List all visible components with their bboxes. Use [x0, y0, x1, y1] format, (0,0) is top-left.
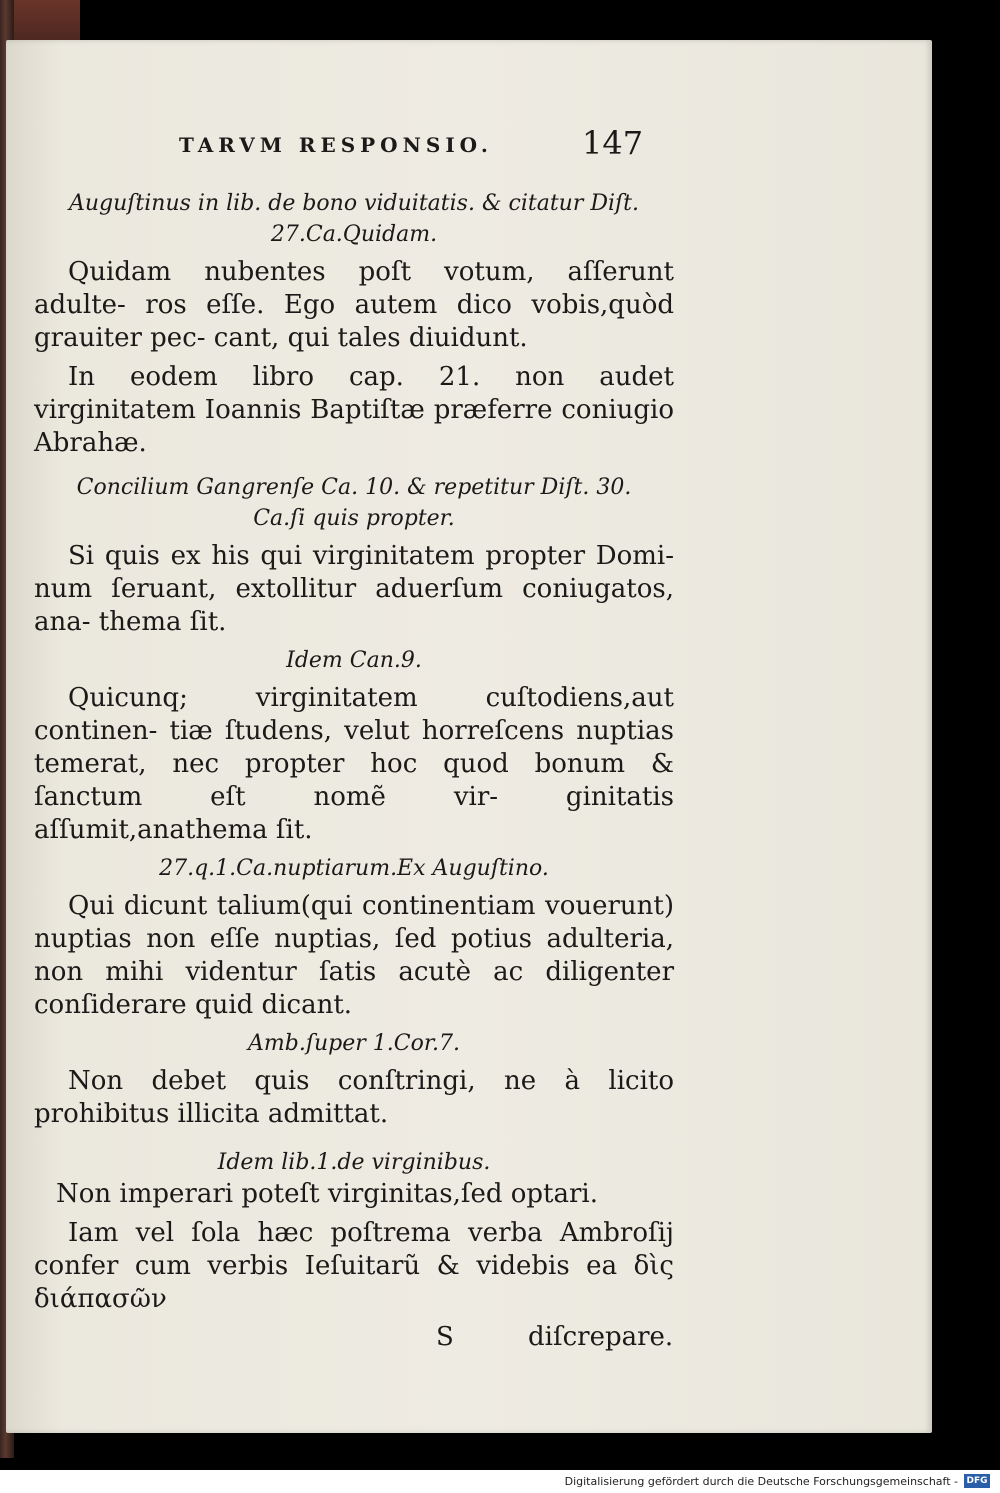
page-text-block [34, 124, 674, 1362]
rubric-line: Idem lib.1.de virginibus. [217, 1150, 491, 1175]
scan-background [932, 0, 1000, 1470]
paragraph: Quicunq; virginitatem cuſtodiens,aut continen- tiæ ſtudens, velut horreſcens nuptias temerat, nec propter hoc quod bonum & ſanctum eſt nomẽ vir- ginitatis aſſumit,anathema ſit. [34, 683, 674, 845]
rubric-line: Concilium Gangrenſe Ca. 10. & repetitur Diſt. 30. [76, 475, 632, 500]
paragraph: In eodem libro cap. 21. non audet virginitatem Ioannis Baptiſtæ præferre coniugio Abrahæ. [34, 362, 674, 458]
rubric-line: 27.Ca.Quidam. [270, 222, 438, 247]
rubric [34, 472, 674, 534]
paragraph: Quidam nubentes poſt votum, aſſerunt adulte- ros eſſe. Ego autem dico vobis,quòd grauiter pec- cant, qui tales diuidunt. [34, 257, 674, 353]
rubric-line: Idem Can.9. [286, 648, 422, 673]
dfg-logo-icon: DFG [964, 1474, 990, 1488]
catchline [34, 1322, 674, 1362]
paragraph: Non imperari poteſt virginitas,ſed optari. [56, 1179, 599, 1209]
rubric-line: Ca.ſi quis propter. [253, 506, 455, 531]
rubric-line: Auguſtinus in lib. de bono viduitatis. & citatur Diſt. [68, 191, 640, 216]
paragraph: Qui dicunt talium(qui continentiam vouerunt) nuptias non eſſe nuptias, ſed potius adulteria, non mihi videntur ſatis acutè ac diligenter conſiderare quid dicant. [34, 891, 674, 1020]
page-number: 147 [582, 124, 644, 162]
footer-bar [0, 1470, 1000, 1493]
rubric-line: Amb.ſuper 1.Cor.7. [248, 1031, 460, 1056]
catchword: diſcrepare. [528, 1322, 674, 1352]
paragraph: Iam vel ſola hæc poſtrema verba Ambroſij confer cum verbis Ieſuitarũ & videbis ea δὶς διάπασῶν [34, 1218, 674, 1314]
page-header [34, 124, 674, 188]
paragraph: Non debet quis conſtringi, ne à licito prohibitus illicita admittat. [34, 1066, 674, 1129]
funding-credit: Digitalisierung gefördert durch die Deutsche Forschungsgemeinschaft - [564, 1475, 958, 1488]
running-title: TARVM RESPONSIO. [179, 133, 493, 157]
book-page [6, 40, 932, 1433]
paragraph: Si quis ex his qui virginitatem propter Domi- num ſeruant, extollitur aduerſum coniugatos, ana- thema ſit. [34, 541, 674, 637]
signature-mark: S [436, 1322, 454, 1352]
rubric [34, 188, 674, 250]
rubric-line: 27.q.1.Ca.nuptiarum.Ex Auguſtino. [159, 856, 549, 881]
